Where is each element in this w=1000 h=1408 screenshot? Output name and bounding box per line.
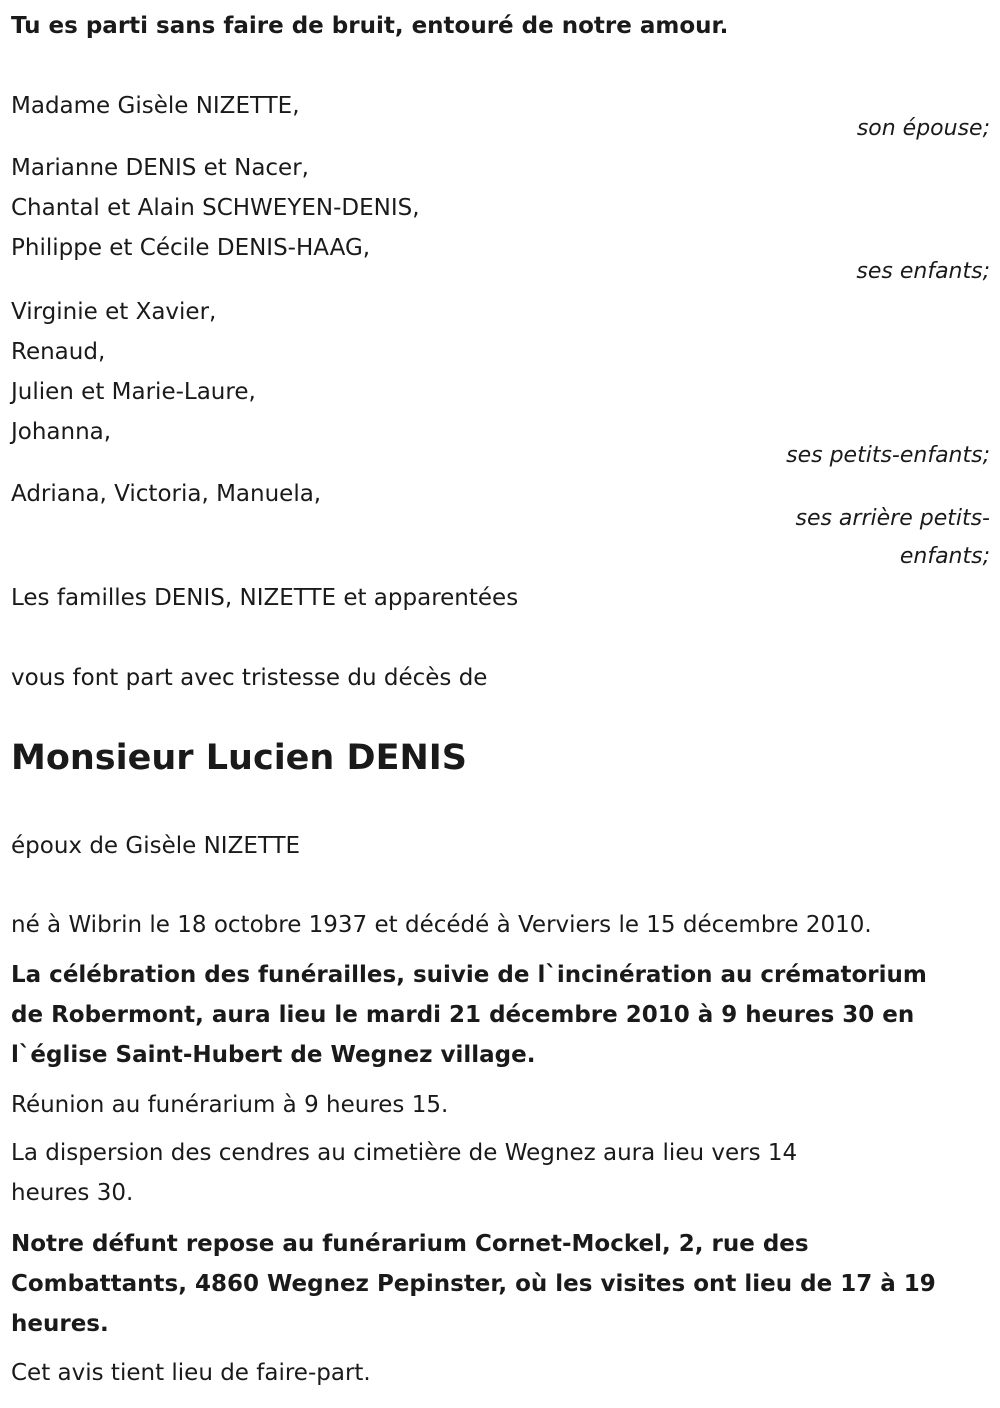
great-grandchild-line: Adriana, Victoria, Manuela, [11,481,322,507]
epigraph: Tu es parti sans faire de bruit, entouré de notre amour. [11,13,729,39]
grandchildren-role: ses petits-enfants; [786,443,990,468]
dispersion-line: heures 30. [11,1180,134,1206]
child-line: Marianne DENIS et Nacer, [11,155,309,181]
visitation-line: Combattants, 4860 Wegnez Pepinster, où les visites ont lieu de 17 à 19 [11,1271,936,1297]
visitation-line: Notre défunt repose au funérarium Cornet-Mockel, 2, rue des [11,1231,809,1257]
closing: Cet avis tient lieu de faire-part. [11,1360,371,1386]
families-line: Les familles DENIS, NIZETTE et apparentées [11,585,519,611]
birth-death: né à Wibrin le 18 octobre 1937 et décédé à Verviers le 15 décembre 2010. [11,912,872,938]
dispersion-line: La dispersion des cendres au cimetière de Wegnez aura lieu vers 14 [11,1140,798,1166]
child-line: Chantal et Alain SCHWEYEN-DENIS, [11,195,420,221]
ceremony-line: de Robermont, aura lieu le mardi 21 décembre 2010 à 9 heures 30 en [11,1002,915,1028]
ceremony-line: l`église Saint-Hubert de Wegnez village. [11,1042,536,1068]
announcement: vous font part avec tristesse du décès de [11,665,488,691]
child-line: Philippe et Cécile DENIS-HAAG, [11,235,371,261]
grandchild-line: Julien et Marie-Laure, [11,379,256,405]
great-grandchildren-role: ses arrière petits- [795,506,990,531]
grandchild-line: Renaud, [11,339,106,365]
deceased-name: Monsieur Lucien DENIS [11,738,468,778]
grandchild-line: Johanna, [11,419,112,445]
visitation-line: heures. [11,1311,109,1337]
children-role: ses enfants; [856,259,990,284]
great-grandchildren-role-cont: enfants; [899,544,990,569]
ceremony-line: La célébration des funérailles, suivie de l`incinération au crématorium [11,962,927,988]
grandchild-line: Virginie et Xavier, [11,299,217,325]
spouse-name: Madame Gisèle NIZETTE, [11,93,300,119]
spouse-of: époux de Gisèle NIZETTE [11,833,301,859]
meeting: Réunion au funérarium à 9 heures 15. [11,1092,449,1118]
spouse-role: son épouse; [856,116,990,141]
